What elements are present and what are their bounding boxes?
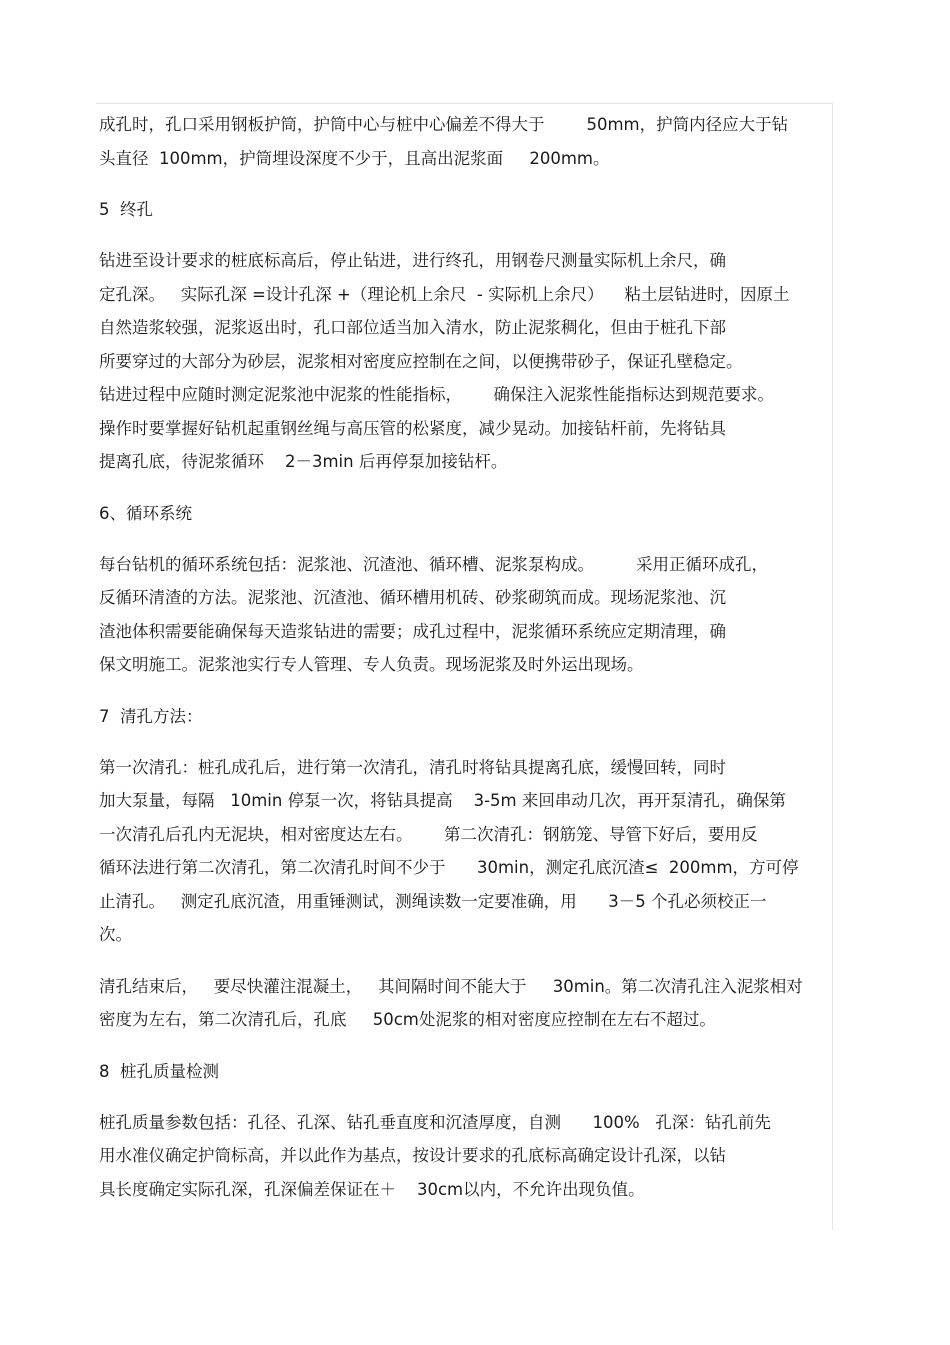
paragraph-line: 止清孔。 测定孔底沉渣，用重锤测试，测绳读数一定要准确，用 3－5 个孔必须校正一 [99,891,767,911]
section-heading: 6、循环系统 [99,503,192,523]
paragraph-line: 自然造浆较强，泥浆返出时，孔口部位适当加入清水，防止泥浆稠化，但由于桩孔下部 [99,318,726,337]
paragraph-line: 反循环清渣的方法。泥浆池、沉渣池、循环槽用机砖、砂浆砌筑而成。现场泥浆池、沉 [99,588,726,607]
paragraph [99,1106,829,1207]
paragraph [99,751,829,952]
paragraph-line: 定孔深。 实际孔深 =设计孔深 +（理论机上余尺 - 实际机上余尺） 粘土层钻进时，因原土 [99,284,790,304]
paragraph [99,244,829,479]
section-heading: 7 清孔方法： [99,706,203,726]
paragraph-line: 每台钻机的循环系统包括：泥浆池、沉渣池、循环槽、泥浆泵构成。 采用正循环成孔， [99,554,768,574]
section-heading: 5 终孔 [99,200,153,219]
paragraph-line: 所要穿过的大部分为砂层，泥浆相对密度应控制在之间，以便携带砂子，保证孔壁稳定。 [99,351,743,371]
section-heading: 8 桩孔质量检测 [99,1061,219,1081]
paragraph-line: 用水准仪确定护筒标高，并以此作为基点，按设计要求的孔底标高确定设计孔深，以钻 [99,1146,726,1165]
paragraph-line: 保文明施工。泥浆池实行专人管理、专人负责。现场泥浆及时外运出现场。 [99,655,644,674]
paragraph-line: 操作时要掌握好钻机起重钢丝绳与高压管的松紧度，减少晃动。加接钻杆前，先将钻具 [99,418,726,438]
paragraph [99,108,829,175]
paragraph-line: 桩孔质量参数包括：孔径、孔深、钻孔垂直度和沉渣厚度，自测 100% 孔深：钻孔前先 [99,1112,771,1132]
paragraph-line: 清孔结束后， 要尽快灌注混凝土， 其间隔时间不能大于 30min。第二次清孔注入泥浆相对 [99,976,803,996]
paragraph [99,548,829,682]
paragraph-line: 头直径 100mm，护筒埋设深度不少于，且高出泥浆面 200mm。 [99,148,610,168]
paragraph-line: 提离孔底，待泥浆循环 2－3min 后再停泵加接钻杆。 [99,452,508,471]
paragraph-line: 加大泵量，每隔 10min 停泵一次，将钻具提高 3-5m 来回串动几次，再开泵清孔，确保第 [99,791,786,810]
paragraph-line: 渣池体积需要能确保每天造浆钻进的需要；成孔过程中，泥浆循环系统应定期清理，确 [99,621,726,641]
paragraph-line: 成孔时，孔口采用钢板护筒，护筒中心与桩中心偏差不得大于 50mm，护筒内径应大于钻 [99,115,789,134]
document-body [99,108,829,1224]
paragraph-line: 次。 [99,925,132,944]
paragraph-line: 第一次清孔：桩孔成孔后，进行第一次清孔，清孔时将钻具提离孔底，缓慢回转，同时 [99,757,726,777]
paragraph-line: 钻进至设计要求的桩底标高后，停止钻进，进行终孔，用钢卷尺测量实际机上余尺，确 [99,251,726,270]
paragraph-line: 循环法进行第二次清孔，第二次清孔时间不少于 30min，测定孔底沉渣≤ 200mm，方可停 [99,858,799,877]
paragraph-line: 钻进过程中应随时测定泥浆池中泥浆的性能指标， 确保注入泥浆性能指标达到规范要求。 [99,385,774,404]
paragraph-line: 一次清孔后孔内无泥块，相对密度达左右。 第二次清孔：钢筋笼、导管下好后，要用反 [99,824,758,844]
paragraph [99,970,829,1037]
paragraph-line: 具长度确定实际孔深，孔深偏差保证在＋ 30cm以内，不允许出现负值。 [99,1179,645,1199]
paragraph-line: 密度为左右，第二次清孔后，孔底 50cm处泥浆的相对密度应控制在左右不超过。 [99,1010,716,1029]
